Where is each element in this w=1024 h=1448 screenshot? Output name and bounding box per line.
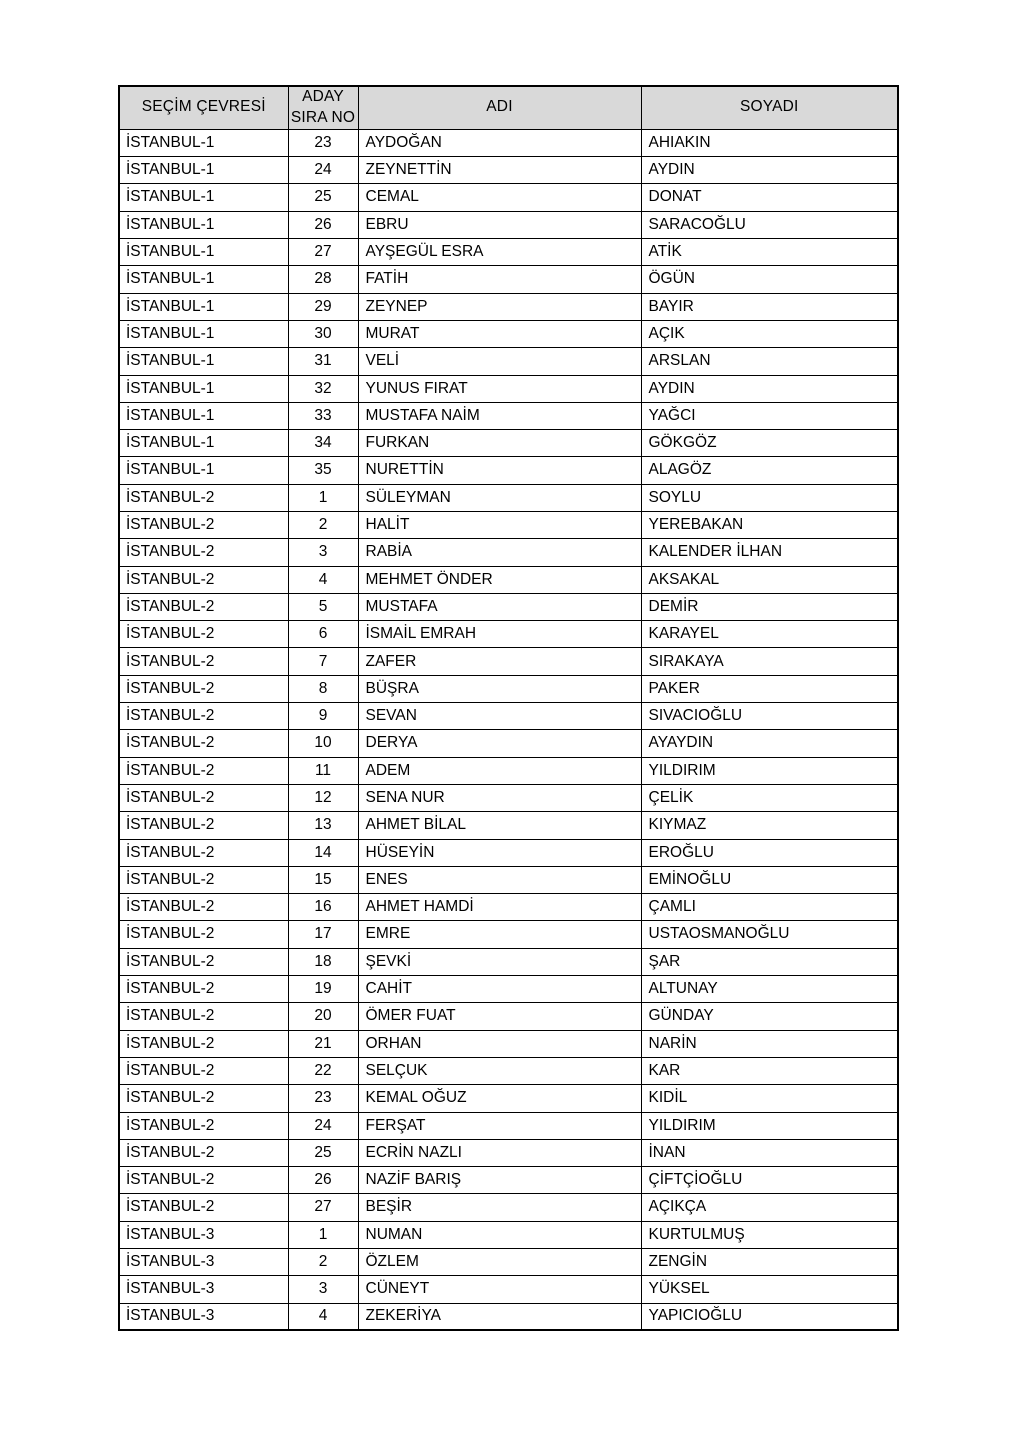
cell-surname: YÜKSEL <box>641 1276 898 1303</box>
cell-name: CEMAL <box>358 184 641 211</box>
cell-district: İSTANBUL-2 <box>119 948 288 975</box>
cell-district: İSTANBUL-2 <box>119 566 288 593</box>
cell-district: İSTANBUL-2 <box>119 921 288 948</box>
cell-name: AHMET BİLAL <box>358 812 641 839</box>
table-row <box>119 1276 898 1303</box>
cell-district: İSTANBUL-2 <box>119 866 288 893</box>
cell-order: 19 <box>288 976 358 1003</box>
cell-name: BEŞİR <box>358 1194 641 1221</box>
table-row <box>119 757 898 784</box>
cell-district: İSTANBUL-2 <box>119 839 288 866</box>
cell-name: ÖZLEM <box>358 1249 641 1276</box>
cell-order: 24 <box>288 157 358 184</box>
cell-district: İSTANBUL-2 <box>119 675 288 702</box>
cell-name: VELİ <box>358 348 641 375</box>
cell-surname: AYDIN <box>641 157 898 184</box>
cell-order: 20 <box>288 1003 358 1030</box>
cell-order: 4 <box>288 1303 358 1330</box>
cell-order: 21 <box>288 1030 358 1057</box>
table-row <box>119 948 898 975</box>
cell-name: FURKAN <box>358 430 641 457</box>
cell-district: İSTANBUL-2 <box>119 484 288 511</box>
cell-name: ZAFER <box>358 648 641 675</box>
cell-district: İSTANBUL-1 <box>119 266 288 293</box>
table-row <box>119 1112 898 1139</box>
table-row <box>119 375 898 402</box>
cell-order: 25 <box>288 1139 358 1166</box>
cell-name: AYŞEGÜL ESRA <box>358 239 641 266</box>
cell-district: İSTANBUL-1 <box>119 157 288 184</box>
cell-surname: DEMİR <box>641 593 898 620</box>
cell-district: İSTANBUL-2 <box>119 1167 288 1194</box>
cell-order: 2 <box>288 512 358 539</box>
cell-surname: İNAN <box>641 1139 898 1166</box>
candidate-list-table <box>118 85 899 1331</box>
cell-name: BÜŞRA <box>358 675 641 702</box>
cell-district: İSTANBUL-1 <box>119 239 288 266</box>
table-header <box>119 86 898 129</box>
cell-name: SÜLEYMAN <box>358 484 641 511</box>
table-row <box>119 703 898 730</box>
cell-order: 29 <box>288 293 358 320</box>
cell-name: NAZİF BARIŞ <box>358 1167 641 1194</box>
cell-surname: DONAT <box>641 184 898 211</box>
cell-name: AHMET HAMDİ <box>358 894 641 921</box>
cell-surname: NARİN <box>641 1030 898 1057</box>
table-row <box>119 157 898 184</box>
cell-district: İSTANBUL-1 <box>119 293 288 320</box>
cell-name: RABİA <box>358 539 641 566</box>
table-row <box>119 1167 898 1194</box>
cell-surname: KIYMAZ <box>641 812 898 839</box>
table-row <box>119 1303 898 1330</box>
table-row <box>119 621 898 648</box>
cell-district: İSTANBUL-2 <box>119 703 288 730</box>
cell-order: 1 <box>288 484 358 511</box>
cell-name: ZEYNETTİN <box>358 157 641 184</box>
cell-name: ECRİN NAZLI <box>358 1139 641 1166</box>
cell-district: İSTANBUL-1 <box>119 348 288 375</box>
cell-order: 2 <box>288 1249 358 1276</box>
table-row <box>119 593 898 620</box>
cell-surname: SOYLU <box>641 484 898 511</box>
cell-order: 9 <box>288 703 358 730</box>
table-row <box>119 866 898 893</box>
cell-surname: AYAYDIN <box>641 730 898 757</box>
cell-surname: AÇIK <box>641 320 898 347</box>
cell-district: İSTANBUL-2 <box>119 757 288 784</box>
column-header-order-line-1: ADAY <box>302 88 344 105</box>
cell-order: 23 <box>288 129 358 156</box>
cell-district: İSTANBUL-1 <box>119 457 288 484</box>
cell-surname: ALTUNAY <box>641 976 898 1003</box>
cell-order: 33 <box>288 402 358 429</box>
table-row <box>119 1003 898 1030</box>
table-row <box>119 539 898 566</box>
cell-surname: EROĞLU <box>641 839 898 866</box>
cell-district: İSTANBUL-2 <box>119 1003 288 1030</box>
cell-district: İSTANBUL-2 <box>119 894 288 921</box>
table-row <box>119 320 898 347</box>
cell-name: NUMAN <box>358 1221 641 1248</box>
table-row <box>119 266 898 293</box>
cell-order: 26 <box>288 1167 358 1194</box>
cell-order: 6 <box>288 621 358 648</box>
cell-order: 34 <box>288 430 358 457</box>
table-row <box>119 184 898 211</box>
cell-district: İSTANBUL-1 <box>119 402 288 429</box>
column-header-order <box>288 86 358 129</box>
cell-order: 3 <box>288 539 358 566</box>
cell-name: YUNUS FIRAT <box>358 375 641 402</box>
cell-surname: KURTULMUŞ <box>641 1221 898 1248</box>
table-body <box>119 129 898 1330</box>
table-row <box>119 293 898 320</box>
cell-name: MEHMET ÖNDER <box>358 566 641 593</box>
cell-name: FATİH <box>358 266 641 293</box>
cell-surname: PAKER <box>641 675 898 702</box>
cell-surname: YEREBAKAN <box>641 512 898 539</box>
cell-order: 8 <box>288 675 358 702</box>
table-row <box>119 512 898 539</box>
cell-name: ZEKERİYA <box>358 1303 641 1330</box>
table-row <box>119 812 898 839</box>
table-row <box>119 1085 898 1112</box>
cell-order: 31 <box>288 348 358 375</box>
cell-name: EBRU <box>358 211 641 238</box>
cell-name: EMRE <box>358 921 641 948</box>
cell-surname: ŞAR <box>641 948 898 975</box>
column-header-name-line-1: ADI <box>486 98 513 116</box>
cell-name: MUSTAFA <box>358 593 641 620</box>
cell-order: 5 <box>288 593 358 620</box>
table-row <box>119 1249 898 1276</box>
table-row <box>119 921 898 948</box>
cell-surname: GÜNDAY <box>641 1003 898 1030</box>
cell-surname: ÇELİK <box>641 784 898 811</box>
cell-order: 24 <box>288 1112 358 1139</box>
table-row <box>119 894 898 921</box>
cell-district: İSTANBUL-2 <box>119 976 288 1003</box>
cell-district: İSTANBUL-1 <box>119 375 288 402</box>
cell-district: İSTANBUL-2 <box>119 730 288 757</box>
cell-district: İSTANBUL-2 <box>119 1030 288 1057</box>
cell-name: FERŞAT <box>358 1112 641 1139</box>
cell-name: HALİT <box>358 512 641 539</box>
column-header-surname-line-1: SOYADI <box>739 98 799 116</box>
cell-order: 12 <box>288 784 358 811</box>
cell-district: İSTANBUL-2 <box>119 1057 288 1084</box>
cell-surname: KARAYEL <box>641 621 898 648</box>
table-row <box>119 457 898 484</box>
cell-district: İSTANBUL-2 <box>119 593 288 620</box>
cell-surname: YILDIRIM <box>641 757 898 784</box>
table-row <box>119 430 898 457</box>
cell-name: MUSTAFA NAİM <box>358 402 641 429</box>
cell-district: İSTANBUL-3 <box>119 1303 288 1330</box>
table-row <box>119 484 898 511</box>
cell-name: KEMAL OĞUZ <box>358 1085 641 1112</box>
cell-order: 4 <box>288 566 358 593</box>
cell-district: İSTANBUL-2 <box>119 1112 288 1139</box>
cell-surname: KAR <box>641 1057 898 1084</box>
table-row <box>119 976 898 1003</box>
cell-district: İSTANBUL-1 <box>119 211 288 238</box>
cell-surname: ZENGİN <box>641 1249 898 1276</box>
cell-surname: YAĞCI <box>641 402 898 429</box>
cell-surname: AKSAKAL <box>641 566 898 593</box>
cell-surname: ALAGÖZ <box>641 457 898 484</box>
column-header-order-line-2: SIRA NO <box>290 108 356 126</box>
cell-surname: AÇIKÇA <box>641 1194 898 1221</box>
cell-order: 35 <box>288 457 358 484</box>
cell-name: SELÇUK <box>358 1057 641 1084</box>
cell-surname: GÖKGÖZ <box>641 430 898 457</box>
cell-surname: AYDIN <box>641 375 898 402</box>
table-row <box>119 566 898 593</box>
cell-surname: SIRAKAYA <box>641 648 898 675</box>
cell-name: MURAT <box>358 320 641 347</box>
cell-order: 27 <box>288 1194 358 1221</box>
cell-name: CÜNEYT <box>358 1276 641 1303</box>
table-row <box>119 211 898 238</box>
cell-name: İSMAİL EMRAH <box>358 621 641 648</box>
table-row <box>119 675 898 702</box>
cell-district: İSTANBUL-2 <box>119 512 288 539</box>
cell-district: İSTANBUL-3 <box>119 1249 288 1276</box>
cell-name: SENA NUR <box>358 784 641 811</box>
column-header-surname <box>641 86 898 129</box>
cell-order: 7 <box>288 648 358 675</box>
cell-order: 1 <box>288 1221 358 1248</box>
cell-surname: ARSLAN <box>641 348 898 375</box>
cell-district: İSTANBUL-1 <box>119 184 288 211</box>
cell-order: 18 <box>288 948 358 975</box>
cell-district: İSTANBUL-2 <box>119 784 288 811</box>
cell-district: İSTANBUL-2 <box>119 1139 288 1166</box>
cell-district: İSTANBUL-2 <box>119 539 288 566</box>
cell-order: 26 <box>288 211 358 238</box>
cell-district: İSTANBUL-2 <box>119 1085 288 1112</box>
cell-surname: USTAOSMANOĞLU <box>641 921 898 948</box>
cell-order: 23 <box>288 1085 358 1112</box>
cell-order: 28 <box>288 266 358 293</box>
cell-district: İSTANBUL-2 <box>119 1194 288 1221</box>
cell-order: 22 <box>288 1057 358 1084</box>
cell-order: 32 <box>288 375 358 402</box>
cell-name: AYDOĞAN <box>358 129 641 156</box>
cell-order: 25 <box>288 184 358 211</box>
cell-order: 14 <box>288 839 358 866</box>
cell-surname: SARACOĞLU <box>641 211 898 238</box>
column-header-name <box>358 86 641 129</box>
cell-name: CAHİT <box>358 976 641 1003</box>
cell-name: NURETTİN <box>358 457 641 484</box>
table-row <box>119 239 898 266</box>
table-row <box>119 648 898 675</box>
cell-surname: AHIAKIN <box>641 129 898 156</box>
cell-district: İSTANBUL-3 <box>119 1221 288 1248</box>
cell-district: İSTANBUL-2 <box>119 648 288 675</box>
cell-order: 27 <box>288 239 358 266</box>
table-row <box>119 129 898 156</box>
cell-name: ADEM <box>358 757 641 784</box>
table-row <box>119 348 898 375</box>
cell-order: 16 <box>288 894 358 921</box>
cell-district: İSTANBUL-2 <box>119 621 288 648</box>
cell-surname: YILDIRIM <box>641 1112 898 1139</box>
table-row <box>119 402 898 429</box>
table-row <box>119 1221 898 1248</box>
cell-surname: BAYIR <box>641 293 898 320</box>
cell-district: İSTANBUL-1 <box>119 320 288 347</box>
table-row <box>119 839 898 866</box>
cell-name: ÖMER FUAT <box>358 1003 641 1030</box>
cell-name: SEVAN <box>358 703 641 730</box>
cell-district: İSTANBUL-2 <box>119 812 288 839</box>
cell-surname: KALENDER İLHAN <box>641 539 898 566</box>
cell-district: İSTANBUL-3 <box>119 1276 288 1303</box>
cell-name: ŞEVKİ <box>358 948 641 975</box>
cell-surname: YAPICIOĞLU <box>641 1303 898 1330</box>
table-row <box>119 1030 898 1057</box>
cell-order: 10 <box>288 730 358 757</box>
cell-name: DERYA <box>358 730 641 757</box>
cell-name: HÜSEYİN <box>358 839 641 866</box>
cell-surname: EMİNOĞLU <box>641 866 898 893</box>
table-header-row <box>119 86 898 129</box>
column-header-district <box>119 86 288 129</box>
cell-surname: ÇAMLI <box>641 894 898 921</box>
cell-name: ORHAN <box>358 1030 641 1057</box>
table-row <box>119 1139 898 1166</box>
cell-surname: SIVACIOĞLU <box>641 703 898 730</box>
cell-surname: KIDİL <box>641 1085 898 1112</box>
cell-district: İSTANBUL-1 <box>119 430 288 457</box>
cell-surname: ÇİFTÇİOĞLU <box>641 1167 898 1194</box>
cell-order: 11 <box>288 757 358 784</box>
table-row <box>119 1194 898 1221</box>
table-row <box>119 784 898 811</box>
cell-order: 17 <box>288 921 358 948</box>
cell-surname: ATİK <box>641 239 898 266</box>
table-row <box>119 730 898 757</box>
column-header-district-line-1: SEÇİM ÇEVRESİ <box>141 98 266 116</box>
cell-surname: ÖGÜN <box>641 266 898 293</box>
cell-district: İSTANBUL-1 <box>119 129 288 156</box>
table-row <box>119 1057 898 1084</box>
cell-name: ENES <box>358 866 641 893</box>
cell-order: 30 <box>288 320 358 347</box>
cell-name: ZEYNEP <box>358 293 641 320</box>
cell-order: 3 <box>288 1276 358 1303</box>
cell-order: 15 <box>288 866 358 893</box>
cell-order: 13 <box>288 812 358 839</box>
